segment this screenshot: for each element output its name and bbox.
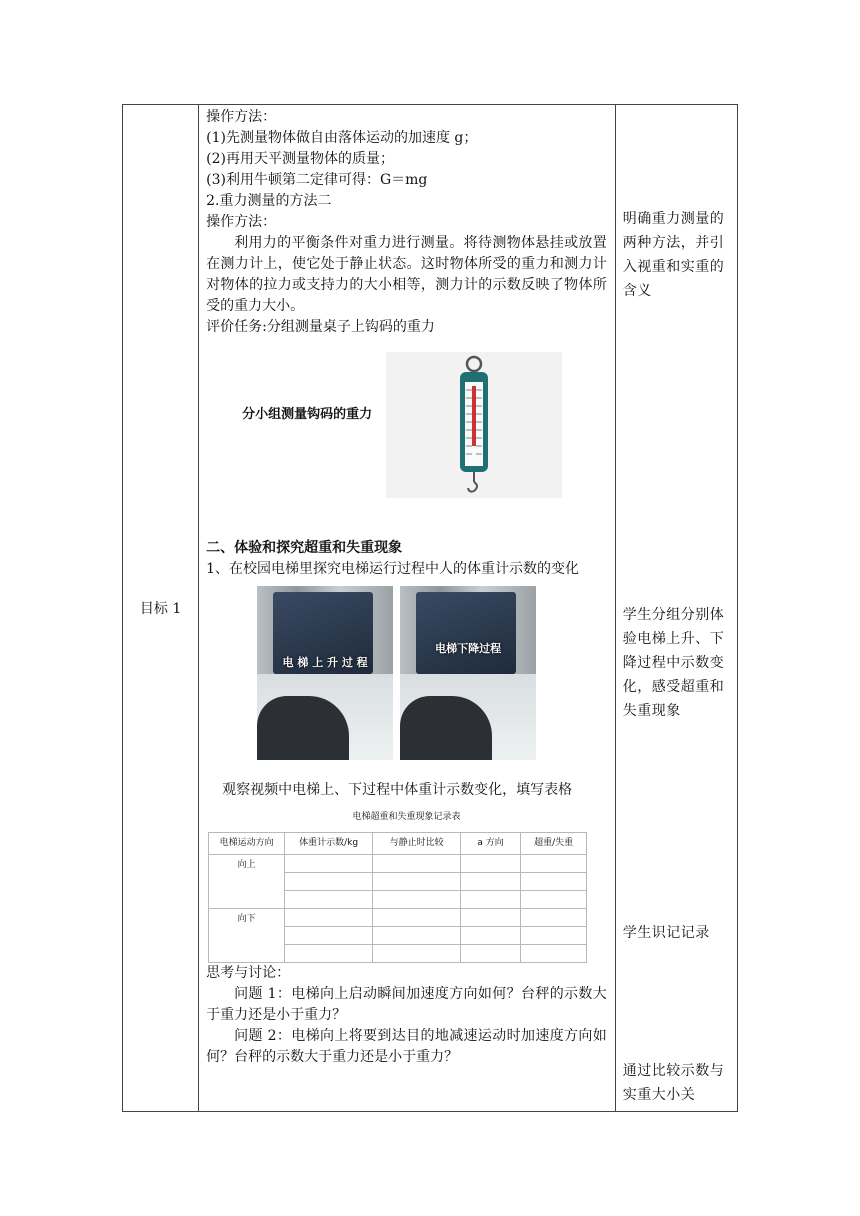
notes-column bbox=[615, 105, 737, 1112]
row-label-up: 向上 bbox=[209, 855, 285, 909]
task-line: 评价任务:分组测量桌子上钩码的重力 bbox=[206, 319, 435, 335]
note-2: 学生分组分别体验电梯上升、下降过程中示数变化，感受超重和失重现象 bbox=[622, 607, 725, 719]
table-header: a 方向 bbox=[461, 833, 521, 855]
elevator-down-photo bbox=[400, 586, 536, 760]
figure-caption: 分小组测量钩码的重力 bbox=[242, 407, 373, 422]
table-cell[interactable] bbox=[373, 909, 461, 927]
observe-line: 观察视频中电梯上、下过程中体重计示数变化，填写表格 bbox=[222, 782, 573, 798]
table-cell[interactable] bbox=[521, 909, 587, 927]
think-line: 思考与讨论： bbox=[206, 965, 291, 981]
photo-up-label: 电 梯 上 升 过 程 bbox=[282, 656, 368, 669]
table-cell[interactable] bbox=[461, 891, 521, 909]
table-header: 电梯运动方向 bbox=[209, 833, 285, 855]
table-cell[interactable] bbox=[461, 909, 521, 927]
table-cell[interactable] bbox=[285, 909, 373, 927]
text-line: (3)利用牛顿第二定律可得：G＝mg bbox=[206, 172, 428, 188]
lesson-table bbox=[122, 104, 738, 1112]
table-cell[interactable] bbox=[521, 927, 587, 945]
table-cell[interactable] bbox=[461, 855, 521, 873]
section-title: 二、体验和探究超重和失重现象 bbox=[206, 540, 403, 556]
record-table bbox=[208, 832, 587, 963]
question-1: 问题 1：电梯向上启动瞬间加速度方向如何？台秤的示数大于重力还是小于重力？ bbox=[206, 986, 607, 1023]
elevator-photos bbox=[206, 586, 607, 760]
spring-scale-figure bbox=[206, 338, 607, 498]
table-cell[interactable] bbox=[521, 855, 587, 873]
table-cell[interactable] bbox=[373, 855, 461, 873]
record-table-title: 电梯超重和失重现象记录表 bbox=[352, 812, 461, 822]
text-line: (2)再用天平测量物体的质量； bbox=[206, 151, 394, 167]
table-cell[interactable] bbox=[285, 945, 373, 963]
text-line: 操作方法： bbox=[206, 214, 277, 230]
table-header: 与静止时比较 bbox=[373, 833, 461, 855]
method-paragraph: 利用力的平衡条件对重力进行测量。将待测物体悬挂或放置在测力计上，使它处于静止状态。这时物体所受的重力和测力计对物体的拉力或支持力的大小相等，测力计的示数反映了物体所受的重力大小。 bbox=[206, 235, 607, 314]
table-cell[interactable] bbox=[521, 945, 587, 963]
table-cell[interactable] bbox=[373, 945, 461, 963]
table-header: 体重计示数/kg bbox=[285, 833, 373, 855]
table-cell[interactable] bbox=[373, 873, 461, 891]
table-cell[interactable] bbox=[373, 927, 461, 945]
note-4: 通过比较示数与实重大小关 bbox=[622, 1063, 725, 1103]
main-content bbox=[199, 105, 616, 1112]
goal-label: 目标 1 bbox=[123, 105, 199, 1112]
table-header: 超重/失重 bbox=[521, 833, 587, 855]
text-line: (1)先测量物体做自由落体运动的加速度 g； bbox=[206, 130, 478, 146]
table-cell[interactable] bbox=[521, 873, 587, 891]
text-line: 2.重力测量的方法二 bbox=[206, 193, 332, 209]
table-cell[interactable] bbox=[461, 873, 521, 891]
table-cell[interactable] bbox=[373, 891, 461, 909]
table-cell[interactable] bbox=[461, 945, 521, 963]
question-2: 问题 2：电梯向上将要到达目的地减速运动时加速度方向如何？台秤的示数大于重力还是小于重力？ bbox=[206, 1028, 607, 1065]
table-cell[interactable] bbox=[285, 891, 373, 909]
photo-down-label: 电梯下降过程 bbox=[435, 642, 502, 655]
elevator-up-photo bbox=[257, 586, 393, 760]
section-item: 1、在校园电梯里探究电梯运行过程中人的体重计示数的变化 bbox=[206, 561, 580, 577]
text-line: 操作方法： bbox=[206, 109, 277, 125]
note-1: 明确重力测量的两种方法，并引入视重和实重的含义 bbox=[622, 211, 725, 299]
table-cell[interactable] bbox=[285, 855, 373, 873]
table-cell[interactable] bbox=[285, 927, 373, 945]
note-3: 学生识记记录 bbox=[622, 925, 710, 941]
table-cell[interactable] bbox=[521, 891, 587, 909]
table-cell[interactable] bbox=[285, 873, 373, 891]
spring-scale-image bbox=[386, 352, 562, 498]
table-cell[interactable] bbox=[461, 927, 521, 945]
row-label-down: 向下 bbox=[209, 909, 285, 963]
